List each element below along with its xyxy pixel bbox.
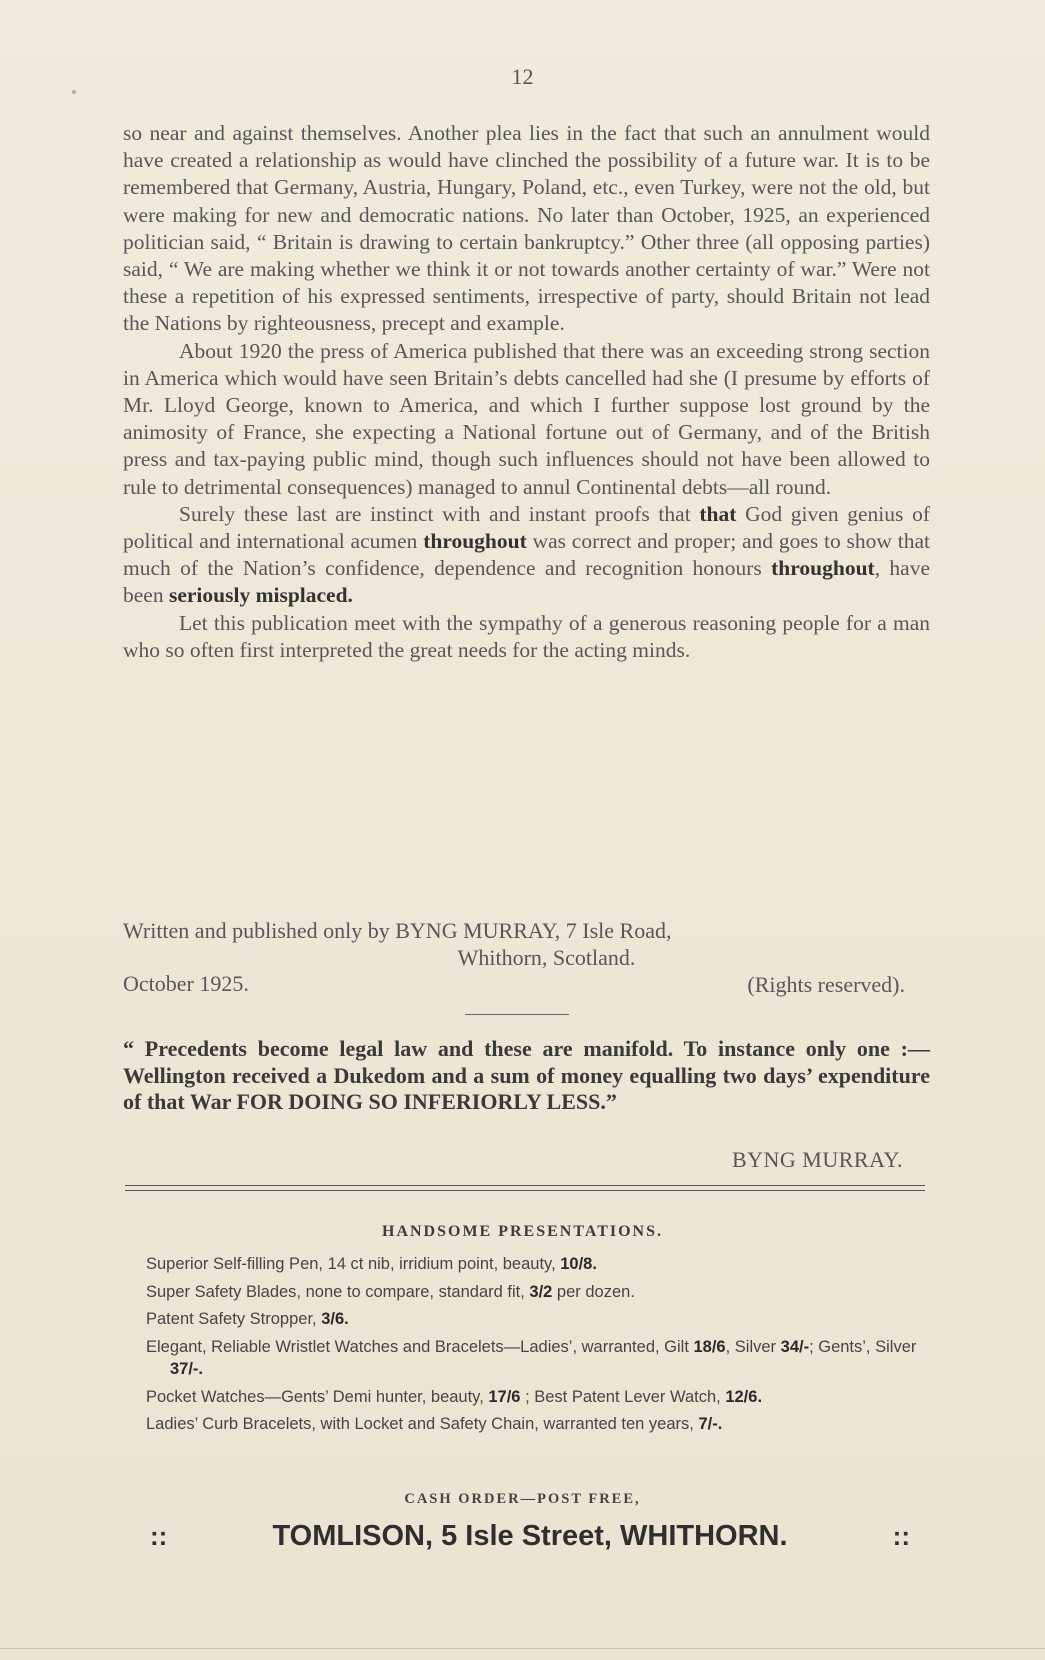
p3-text-4: , have been: [123, 556, 930, 608]
advert-list: [146, 1253, 926, 1441]
paragraph-4: Let this publication meet with the sympathy of a generous reasoning people for a man who so often first interpreted the great needs for the acting minds.: [123, 610, 930, 662]
divider: [465, 1014, 569, 1015]
paragraph-2: About 1920 the press of America published that there was an exceeding strong section in America which would have seen Britain’s debts cancelled had she (I presume by efforts of Mr. Lloyd George, known to America, and which I further suppose lost ground by the animosity of France, she expecting a National fortune out of Germany, and of the British press and tax-paying public mind, though such influences should not have been allowed to rule to detrimental consequences) managed to annul Continental debts—all round.: [123, 338, 930, 499]
item-text: , Silver: [725, 1337, 781, 1356]
p3-text-1: Surely these last are instinct with and instant proofs that: [179, 501, 700, 526]
item-text: ; Gents’, Silver: [809, 1337, 917, 1356]
paragraph-1: so near and against themselves. Another plea lies in the fact that such an annulment would have created a relationship as would have clinched the possibility of a future war. It is to be remembered that Germany, Austria, Hungary, Poland, etc., even Turkey, were not the old, but were making for new and democratic nations. No later than October, 1925, an experienced politician said, “ Britain is drawing to certain bankruptcy.” Other three (all opposing parties) said, “ We are making whether we think it or not towards another certainty of war.” Were not these a repetition of his expressed sentiments, irrespective of party, should Britain not lead the Nations by righteousness, precept and example.: [123, 121, 930, 336]
signature-line-1: Written and published only by BYNG MURRAY, 7 Isle Road,: [123, 918, 672, 943]
advert-item: [146, 1308, 926, 1331]
cash-order-line: CASH ORDER—POST FREE,: [404, 1491, 641, 1507]
signature-rights: (Rights reserved).: [747, 972, 905, 997]
p3-bold-1: that: [699, 501, 737, 526]
bottom-edge-line: [0, 1648, 1045, 1649]
item-price: 10/8.: [560, 1255, 597, 1273]
item-price: 17/6: [488, 1387, 521, 1406]
item-price: 3/6.: [321, 1310, 349, 1328]
item-price: 34/-: [780, 1337, 810, 1356]
quote-block: “ Precedents become legal law and these are manifold. To instance only one :—Wellington received a Dukedom and a sum of money equalling two days’ expenditure of that War FOR DOING SO INFERIORLY LESS.”: [123, 1036, 930, 1114]
advertiser-footer: [150, 1520, 910, 1553]
advert-item: [146, 1386, 926, 1409]
signature-date: October 1925.: [123, 971, 249, 996]
advert-item: [146, 1336, 926, 1381]
item-text: Super Safety Blades, none to compare, standard fit,: [146, 1282, 530, 1301]
item-text: ; Best Patent Lever Watch,: [520, 1387, 726, 1406]
p3-bold-2: throughout: [423, 529, 527, 554]
body-text: [123, 120, 930, 664]
item-text: Ladies’ Curb Bracelets, with Locket and Safety Chain, warranted ten years,: [146, 1415, 699, 1433]
p3-bold-4: seriously misplaced.: [168, 583, 353, 608]
advertiser-name: TOMLISON, 5 Isle Street, WHITHORN.: [272, 1520, 788, 1552]
p3-text-2: God given genius of political and international acumen: [123, 501, 930, 554]
advert-item: [146, 1413, 926, 1436]
paragraph-3: [123, 501, 930, 610]
quote-author: BYNG MURRAY.: [731, 1147, 903, 1172]
signature-line-2: Whithorn, Scotland.: [457, 945, 636, 970]
item-price: 12/6.: [725, 1387, 763, 1406]
item-text: Pocket Watches—Gents’ Demi hunter, beauty,: [146, 1387, 489, 1406]
advert-title: HANDSOME PRESENTATIONS.: [382, 1223, 663, 1240]
advert-item: [146, 1253, 926, 1276]
item-price: 7/-.: [698, 1415, 723, 1433]
item-text: Superior Self-filling Pen, 14 ct nib, irridium point, beauty,: [146, 1255, 561, 1273]
item-text: Patent Safety Stropper,: [146, 1310, 322, 1328]
p3-text-3: was correct and proper; and goes to show that much of the Nation’s confidence, dependence and recognition honours: [123, 529, 930, 581]
item-price: 18/6: [693, 1337, 726, 1356]
advert-item: [146, 1281, 926, 1304]
p3-bold-3: throughout: [771, 556, 875, 581]
item-text: Elegant, Reliable Wristlet Watches and Bracelets—Ladies’, warranted, Gilt: [146, 1337, 694, 1356]
item-text: per dozen.: [552, 1282, 635, 1301]
page-number: 12: [511, 64, 534, 89]
item-price: 3/2: [529, 1282, 553, 1301]
ornament-left: ::: [150, 1521, 168, 1551]
paper-speck: [72, 90, 76, 94]
rule-bottom: [125, 1190, 925, 1191]
ornament-right: ::: [892, 1521, 910, 1551]
rule-top: [125, 1185, 925, 1186]
item-price: 37/-.: [170, 1360, 204, 1378]
